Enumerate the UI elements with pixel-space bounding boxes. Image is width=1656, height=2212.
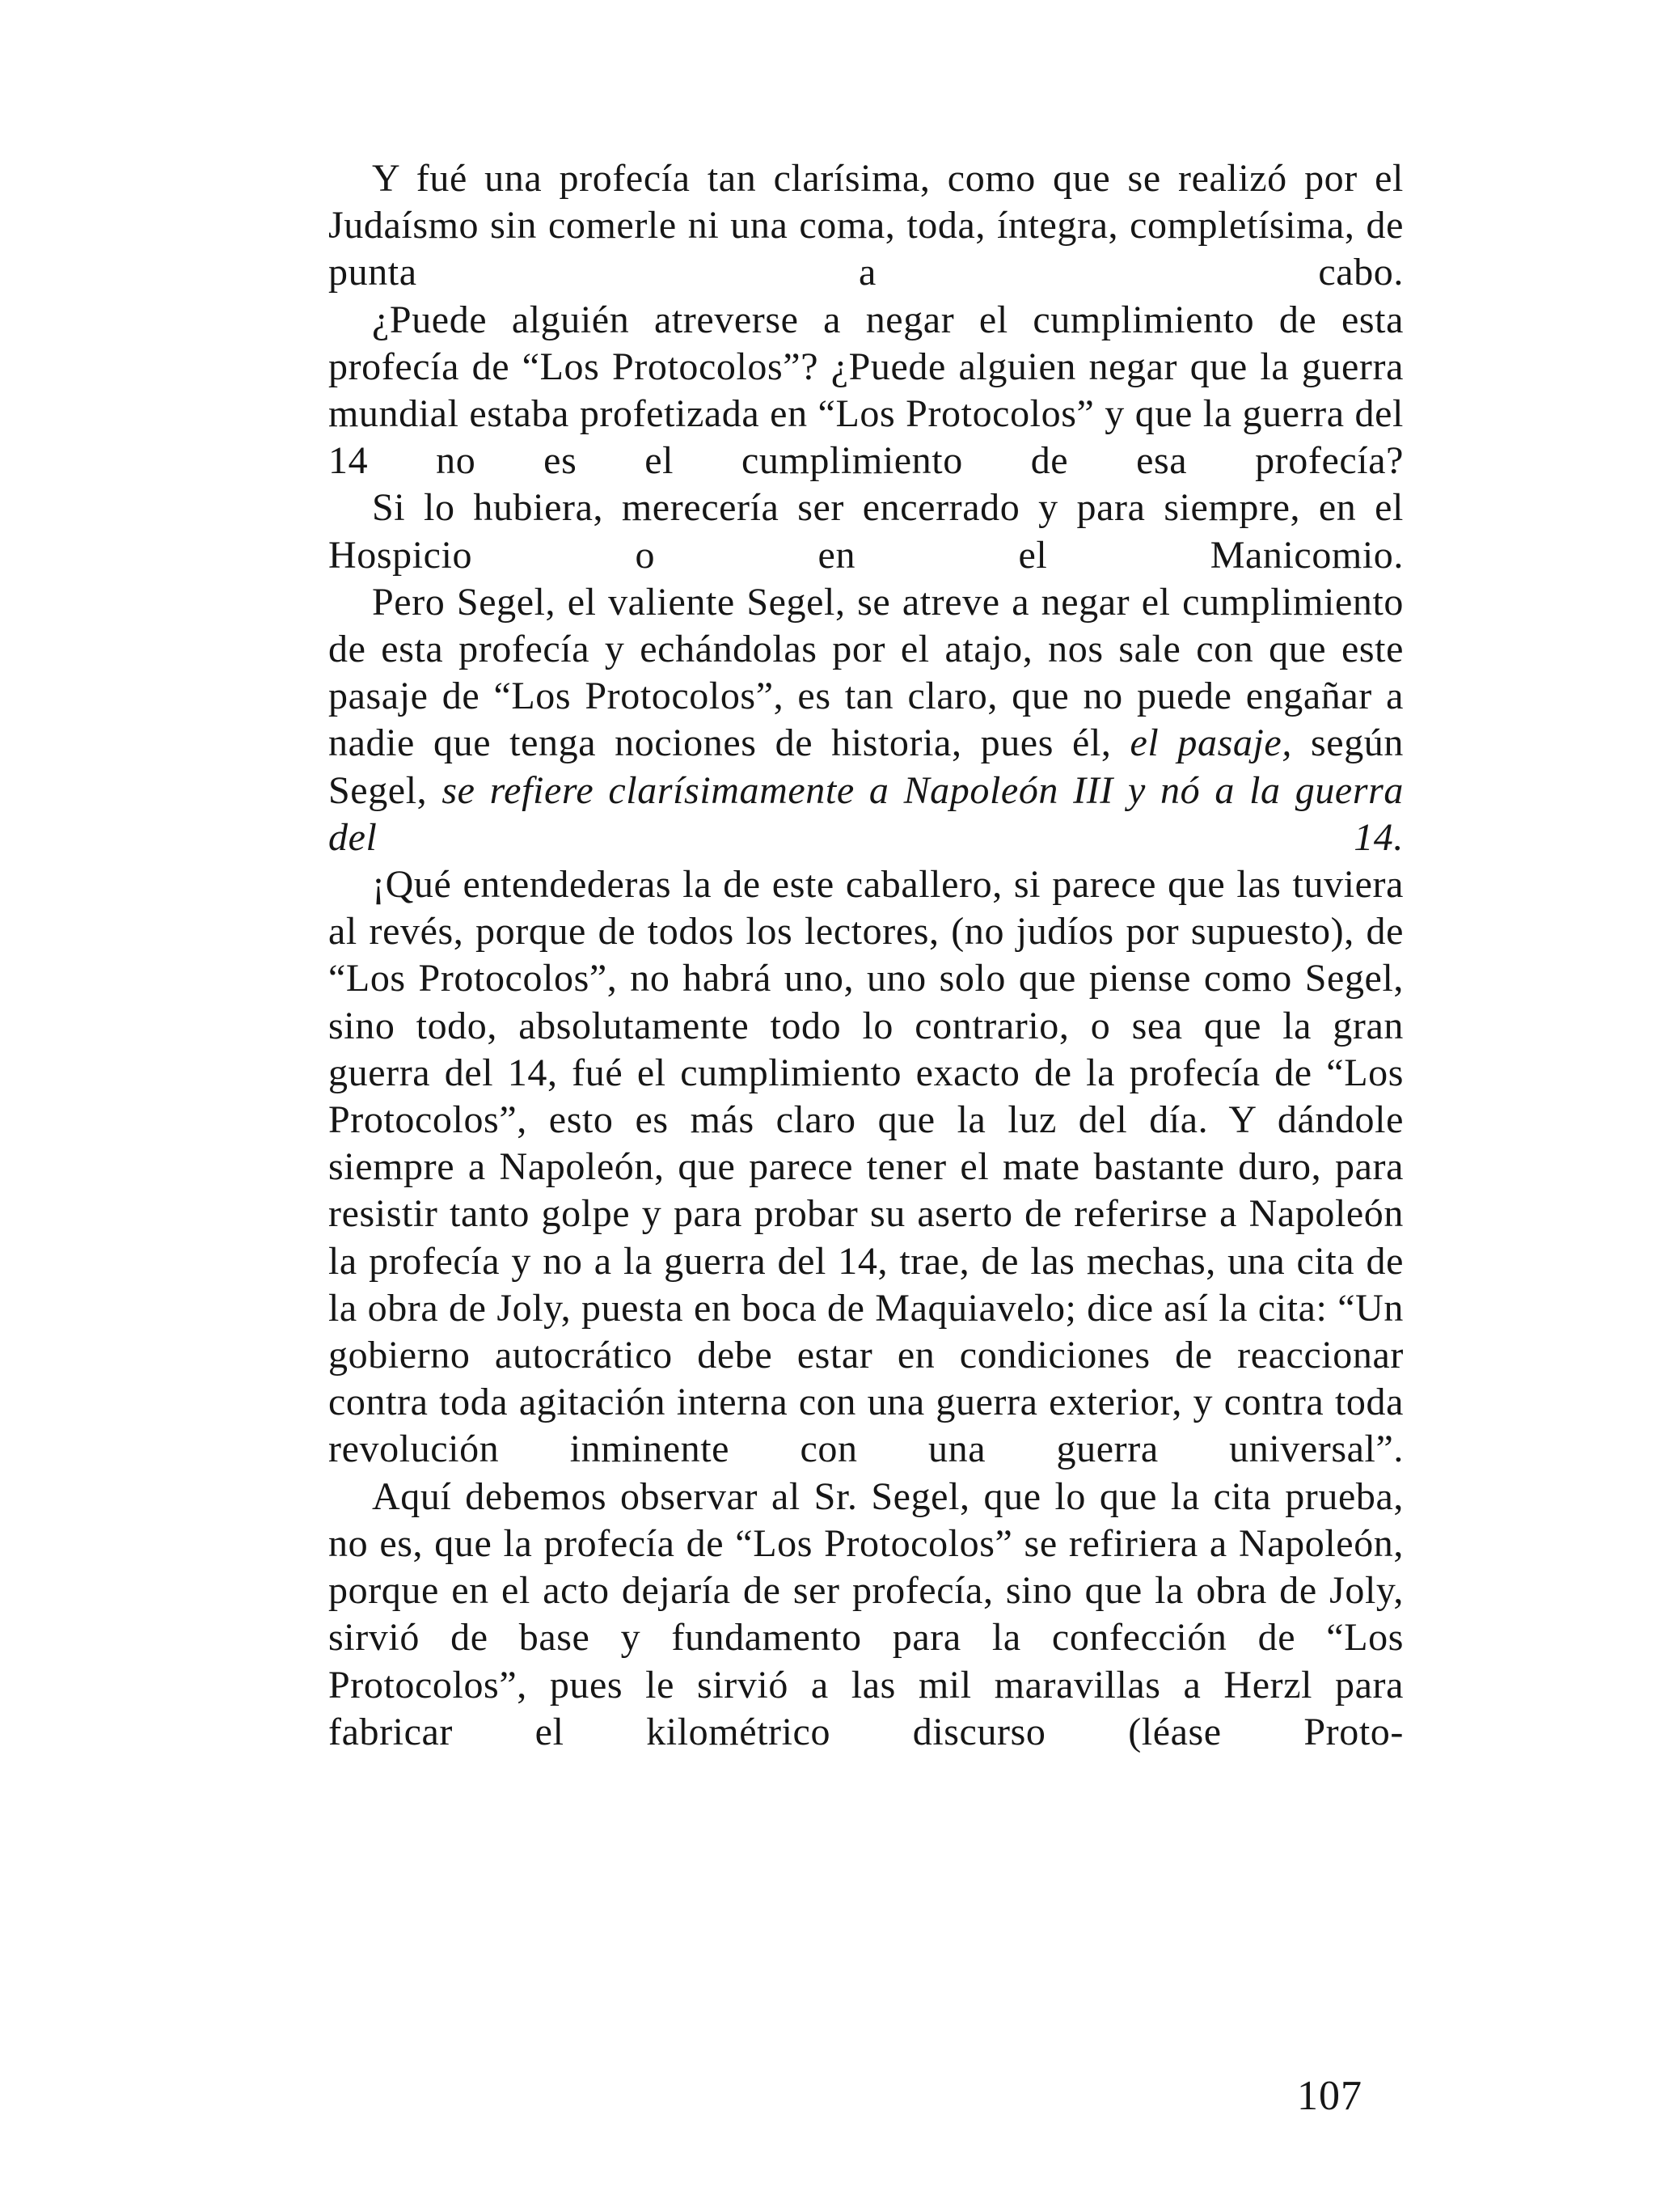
paragraph <box>328 155 1404 297</box>
text-segment: ¿Puede alguién atreverse a negar el cumplimiento de esta profecía de “Los Protocolos”? ¿Puede alguien negar que la guerra mundial estaba profetizada en “Los Protocolos” y que la guerra del 14 no es el cumplimiento de esa profecía? <box>328 298 1404 483</box>
text-segment: Si lo hubiera, merecería ser encerrado y para siempre, en el Hospicio o en el Manicomio. <box>328 486 1404 577</box>
text-segment: ¡Qué entendederas la de este caballero, si parece que las tuviera al revés, porque de todos los lectores, (no judíos por supuesto), de “Los Protocolos”, no habrá uno, uno solo que piense como Segel, sino todo, absolutamente todo lo contrario, o sea que la gran guerra del 14, fué el cumplimiento exacto de la profecía de “Los Protocolos”, esto es más claro que la luz del día. Y dándole siempre a Napoleón, que parece tener el mate bastante duro, para resistir tanto golpe y para probar su aserto de referirse a Napoleón la profecía y no a la guerra del 14, trae, de las mechas, una cita de la obra de Joly, puesta en boca de Maquiavelo; dice así la cita: “Un gobierno autocrático debe estar en condiciones de reaccionar contra toda agitación interna con una guerra exterior, y contra toda revolución inminente con una guerra universal”. <box>328 863 1404 1471</box>
italic-text-segment: se refiere clarísimamente a Napoleón III y nó a la guerra del 14. <box>328 768 1404 859</box>
text-segment: Aquí debemos observar al Sr. Segel, que lo que la cita prueba, no es, que la profecía de “Los Protocolos” se refiriera a Napoleón, porque en el acto dejaría de ser profecía, sino que la obra de Joly, sirvió de base y fundamento para la confección de “Los Protocolos”, pues le sirvió a las mil maravillas a Herzl para fabricar el kilométrico discurso (léase Proto- <box>328 1474 1404 1753</box>
paragraph <box>328 297 1404 485</box>
text-segment: Y fué una profecía tan clarísima, como que se realizó por el Judaísmo sin comerle ni una coma, toda, íntegra, completísima, de punta a cabo. <box>328 157 1404 294</box>
text-segment: Pero Segel, el valiente Segel, se atreve a negar el cumplimiento de esta profecía y echándolas por el atajo, nos sale con que este pasaje de “Los Protocolos”, es tan claro, que no puede engañar a nadie que tenga nociones de historia, pues él, <box>328 580 1404 765</box>
paragraph <box>328 579 1404 861</box>
paragraph <box>328 1474 1404 1756</box>
text-segment: según Segel, <box>328 721 1404 812</box>
italic-text-segment: el pasaje, <box>1130 721 1292 765</box>
page-number: 107 <box>1297 2073 1362 2119</box>
body-text <box>328 155 1404 1756</box>
paragraph <box>328 484 1404 578</box>
paragraph <box>328 861 1404 1474</box>
